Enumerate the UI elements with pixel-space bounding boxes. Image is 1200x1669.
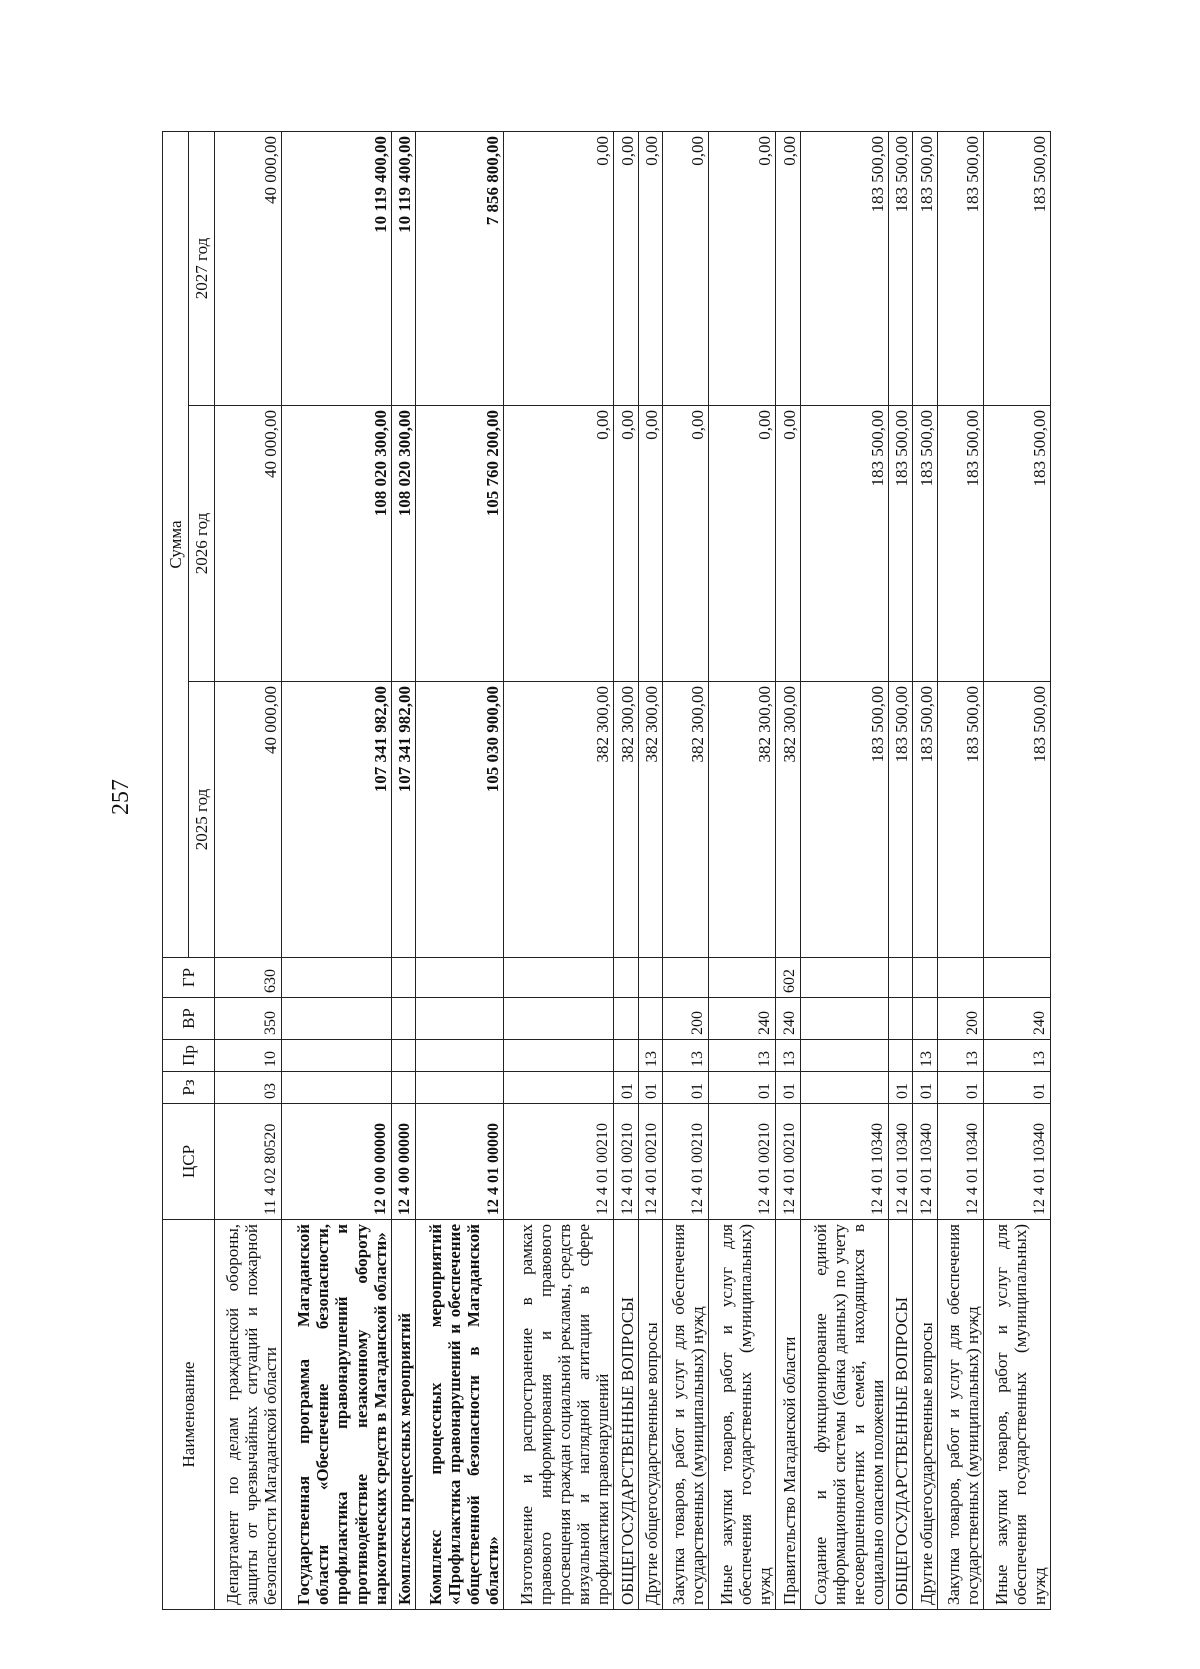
row-gr-cell	[613, 958, 638, 998]
row-vr-cell: 240	[776, 998, 801, 1040]
row-vr-cell	[391, 998, 416, 1040]
row-rz-cell: 01	[938, 1072, 984, 1104]
row-rz-cell: 01	[613, 1072, 638, 1104]
row-rz-cell: 01	[638, 1072, 663, 1104]
header-rz: Рз	[163, 1072, 215, 1104]
row-name-cell: Комплекс процессных мероприятий «Профилактика правонарушений и обеспечение общественной безопасности в Магаданской области»	[416, 1220, 504, 1610]
row-amount-2026: 0,00	[663, 406, 709, 682]
row-amount-2026: 183 500,00	[983, 406, 1050, 682]
row-amount-2027: 40 000,00	[215, 132, 282, 406]
row-amount-2026: 183 500,00	[938, 406, 984, 682]
table-row	[416, 132, 504, 1610]
row-name-cell: Изготовление и распространение в рамках правового информирования и правового просвещения граждан социальной рекламы, средств визуальной и наглядной агитации в сфере профилактики правонарушений	[504, 1220, 614, 1610]
row-name-cell: ОБЩЕГОСУДАРСТВЕННЫЕ ВОПРОСЫ	[613, 1220, 638, 1610]
header-name: Наименование	[163, 1220, 215, 1610]
row-pr-cell	[504, 1040, 614, 1072]
row-pr-cell: 13	[938, 1040, 984, 1072]
row-pr-cell: 13	[913, 1040, 938, 1072]
row-gr-cell	[800, 958, 888, 998]
row-vr-cell	[613, 998, 638, 1040]
row-amount-2026: 40 000,00	[215, 406, 282, 682]
row-csr-cell: 11 4 02 80520	[215, 1104, 282, 1220]
row-gr-cell	[708, 958, 775, 998]
row-pr-cell: 13	[708, 1040, 775, 1072]
row-pr-cell	[282, 1040, 392, 1072]
row-amount-2027: 10 119 400,00	[282, 132, 392, 406]
row-amount-2025: 105 030 900,00	[416, 682, 504, 958]
row-gr-cell	[391, 958, 416, 998]
row-vr-cell	[416, 998, 504, 1040]
row-amount-2026: 108 020 300,00	[282, 406, 392, 682]
table-header	[163, 132, 215, 1610]
table-row	[776, 132, 801, 1610]
row-gr-cell	[416, 958, 504, 998]
row-csr-cell: 12 4 01 10340	[983, 1104, 1050, 1220]
table-row	[663, 132, 709, 1610]
row-pr-cell	[888, 1040, 913, 1072]
row-amount-2025: 183 500,00	[800, 682, 888, 958]
row-amount-2027: 183 500,00	[938, 132, 984, 406]
row-rz-cell	[282, 1072, 392, 1104]
row-rz-cell	[504, 1072, 614, 1104]
row-amount-2025: 183 500,00	[913, 682, 938, 958]
row-amount-2026: 0,00	[613, 406, 638, 682]
row-amount-2025: 183 500,00	[938, 682, 984, 958]
row-amount-2027: 0,00	[663, 132, 709, 406]
row-rz-cell	[800, 1072, 888, 1104]
row-name-cell: Другие общегосударственные вопросы	[638, 1220, 663, 1610]
row-name-cell: Создание и функционирование единой информационной системы (банка данных) по учету несовершеннолетних и семей, находящихся в социально опасном положении	[800, 1220, 888, 1610]
row-amount-2026: 105 760 200,00	[416, 406, 504, 682]
row-vr-cell	[638, 998, 663, 1040]
table-row	[913, 132, 938, 1610]
row-pr-cell: 13	[663, 1040, 709, 1072]
row-vr-cell: 350	[215, 998, 282, 1040]
row-name-cell: Закупка товаров, работ и услуг для обеспечения государственных (муниципальных) нужд	[663, 1220, 709, 1610]
row-rz-cell: 01	[708, 1072, 775, 1104]
row-gr-cell: 602	[776, 958, 801, 998]
row-amount-2027: 0,00	[776, 132, 801, 406]
row-name-cell: Государственная программа Магаданской области «Обеспечение безопасности, профилактика правонарушений и противодействие незаконному обороту наркотических средств в Магаданской области»	[282, 1220, 392, 1610]
row-csr-cell: 12 4 00 00000	[391, 1104, 416, 1220]
row-name-cell: Правительство Магаданской области	[776, 1220, 801, 1610]
row-rz-cell	[416, 1072, 504, 1104]
row-gr-cell	[938, 958, 984, 998]
row-amount-2027: 0,00	[504, 132, 614, 406]
row-vr-cell: 240	[983, 998, 1050, 1040]
row-rz-cell: 03	[215, 1072, 282, 1104]
header-csr: ЦСР	[163, 1104, 215, 1220]
row-gr-cell	[638, 958, 663, 998]
row-gr-cell	[983, 958, 1050, 998]
row-amount-2025: 183 500,00	[888, 682, 913, 958]
row-pr-cell	[800, 1040, 888, 1072]
row-gr-cell	[504, 958, 614, 998]
row-gr-cell	[913, 958, 938, 998]
row-amount-2027: 0,00	[708, 132, 775, 406]
row-vr-cell	[504, 998, 614, 1040]
header-year-2026: 2026 год	[189, 406, 215, 682]
row-pr-cell: 13	[638, 1040, 663, 1072]
row-csr-cell: 12 4 01 00210	[708, 1104, 775, 1220]
row-csr-cell: 12 4 01 10340	[913, 1104, 938, 1220]
header-year-2025: 2025 год	[189, 682, 215, 958]
table-body	[215, 132, 1051, 1610]
row-amount-2027: 10 119 400,00	[391, 132, 416, 406]
row-amount-2025: 107 341 982,00	[391, 682, 416, 958]
row-pr-cell: 10	[215, 1040, 282, 1072]
row-amount-2025: 382 300,00	[663, 682, 709, 958]
row-amount-2025: 382 300,00	[504, 682, 614, 958]
row-amount-2027: 7 856 800,00	[416, 132, 504, 406]
row-amount-2025: 382 300,00	[708, 682, 775, 958]
row-csr-cell: 12 4 01 00000	[416, 1104, 504, 1220]
budget-table	[162, 131, 1051, 1610]
row-gr-cell	[663, 958, 709, 998]
row-amount-2025: 382 300,00	[613, 682, 638, 958]
row-name-cell: Комплексы процессных мероприятий	[391, 1220, 416, 1610]
row-pr-cell	[391, 1040, 416, 1072]
row-csr-cell: 12 4 01 00210	[613, 1104, 638, 1220]
table-row	[613, 132, 638, 1610]
row-name-cell: Иные закупки товаров, работ и услуг для обеспечения государственных (муниципальных) нужд	[983, 1220, 1050, 1610]
row-csr-cell: 12 4 01 10340	[888, 1104, 913, 1220]
rotated-table-wrapper	[162, 132, 1051, 1610]
row-csr-cell: 12 4 01 10340	[938, 1104, 984, 1220]
row-amount-2026: 0,00	[504, 406, 614, 682]
row-rz-cell	[391, 1072, 416, 1104]
table-row	[282, 132, 392, 1610]
row-amount-2026: 0,00	[708, 406, 775, 682]
row-vr-cell: 200	[938, 998, 984, 1040]
header-pr: Пр	[163, 1040, 215, 1072]
row-rz-cell: 01	[776, 1072, 801, 1104]
row-amount-2026: 183 500,00	[800, 406, 888, 682]
row-amount-2027: 183 500,00	[983, 132, 1050, 406]
table-row	[504, 132, 614, 1610]
row-amount-2026: 0,00	[776, 406, 801, 682]
row-amount-2027: 183 500,00	[888, 132, 913, 406]
row-rz-cell: 01	[888, 1072, 913, 1104]
table-row	[888, 132, 913, 1610]
row-pr-cell	[416, 1040, 504, 1072]
row-csr-cell: 12 4 01 00210	[776, 1104, 801, 1220]
row-name-cell: ОБЩЕГОСУДАРСТВЕННЫЕ ВОПРОСЫ	[888, 1220, 913, 1610]
row-amount-2025: 107 341 982,00	[282, 682, 392, 958]
row-csr-cell: 12 4 01 10340	[800, 1104, 888, 1220]
row-pr-cell: 13	[983, 1040, 1050, 1072]
row-amount-2027: 183 500,00	[800, 132, 888, 406]
row-amount-2026: 108 020 300,00	[391, 406, 416, 682]
row-csr-cell: 12 4 01 00210	[663, 1104, 709, 1220]
row-amount-2027: 0,00	[638, 132, 663, 406]
table-row	[708, 132, 775, 1610]
header-sum: Сумма	[163, 132, 189, 958]
row-gr-cell	[888, 958, 913, 998]
row-amount-2025: 183 500,00	[983, 682, 1050, 958]
row-csr-cell: 12 4 01 00210	[504, 1104, 614, 1220]
row-name-cell: Иные закупки товаров, работ и услуг для обеспечения государственных (муниципальных) нужд	[708, 1220, 775, 1610]
row-name-cell: Департамент по делам гражданской обороны, защиты от чрезвычайных ситуаций и пожарной безопасности Магаданской области	[215, 1220, 282, 1610]
row-gr-cell: 630	[215, 958, 282, 998]
row-amount-2027: 183 500,00	[913, 132, 938, 406]
row-amount-2025: 40 000,00	[215, 682, 282, 958]
row-vr-cell: 240	[708, 998, 775, 1040]
row-vr-cell: 200	[663, 998, 709, 1040]
row-amount-2025: 382 300,00	[638, 682, 663, 958]
table-row	[215, 132, 282, 1610]
row-vr-cell	[800, 998, 888, 1040]
row-pr-cell: 13	[776, 1040, 801, 1072]
row-amount-2027: 0,00	[613, 132, 638, 406]
table-row	[638, 132, 663, 1610]
row-amount-2026: 183 500,00	[913, 406, 938, 682]
row-amount-2026: 0,00	[638, 406, 663, 682]
table-row	[938, 132, 984, 1610]
header-vr: ВР	[163, 998, 215, 1040]
row-gr-cell	[282, 958, 392, 998]
table-row	[983, 132, 1050, 1610]
row-rz-cell: 01	[983, 1072, 1050, 1104]
row-pr-cell	[613, 1040, 638, 1072]
table-row	[800, 132, 888, 1610]
row-amount-2026: 183 500,00	[888, 406, 913, 682]
row-rz-cell: 01	[663, 1072, 709, 1104]
row-rz-cell: 01	[913, 1072, 938, 1104]
row-csr-cell: 12 0 00 00000	[282, 1104, 392, 1220]
page-number: 257	[108, 779, 134, 815]
header-year-2027: 2027 год	[189, 132, 215, 406]
row-amount-2025: 382 300,00	[776, 682, 801, 958]
row-name-cell: Закупка товаров, работ и услуг для обеспечения государственных (муниципальных) нужд	[938, 1220, 984, 1610]
row-vr-cell	[282, 998, 392, 1040]
row-csr-cell: 12 4 01 00210	[638, 1104, 663, 1220]
header-gr: ГР	[163, 958, 215, 998]
table-row	[391, 132, 416, 1610]
row-vr-cell	[888, 998, 913, 1040]
row-name-cell: Другие общегосударственные вопросы	[913, 1220, 938, 1610]
row-vr-cell	[913, 998, 938, 1040]
